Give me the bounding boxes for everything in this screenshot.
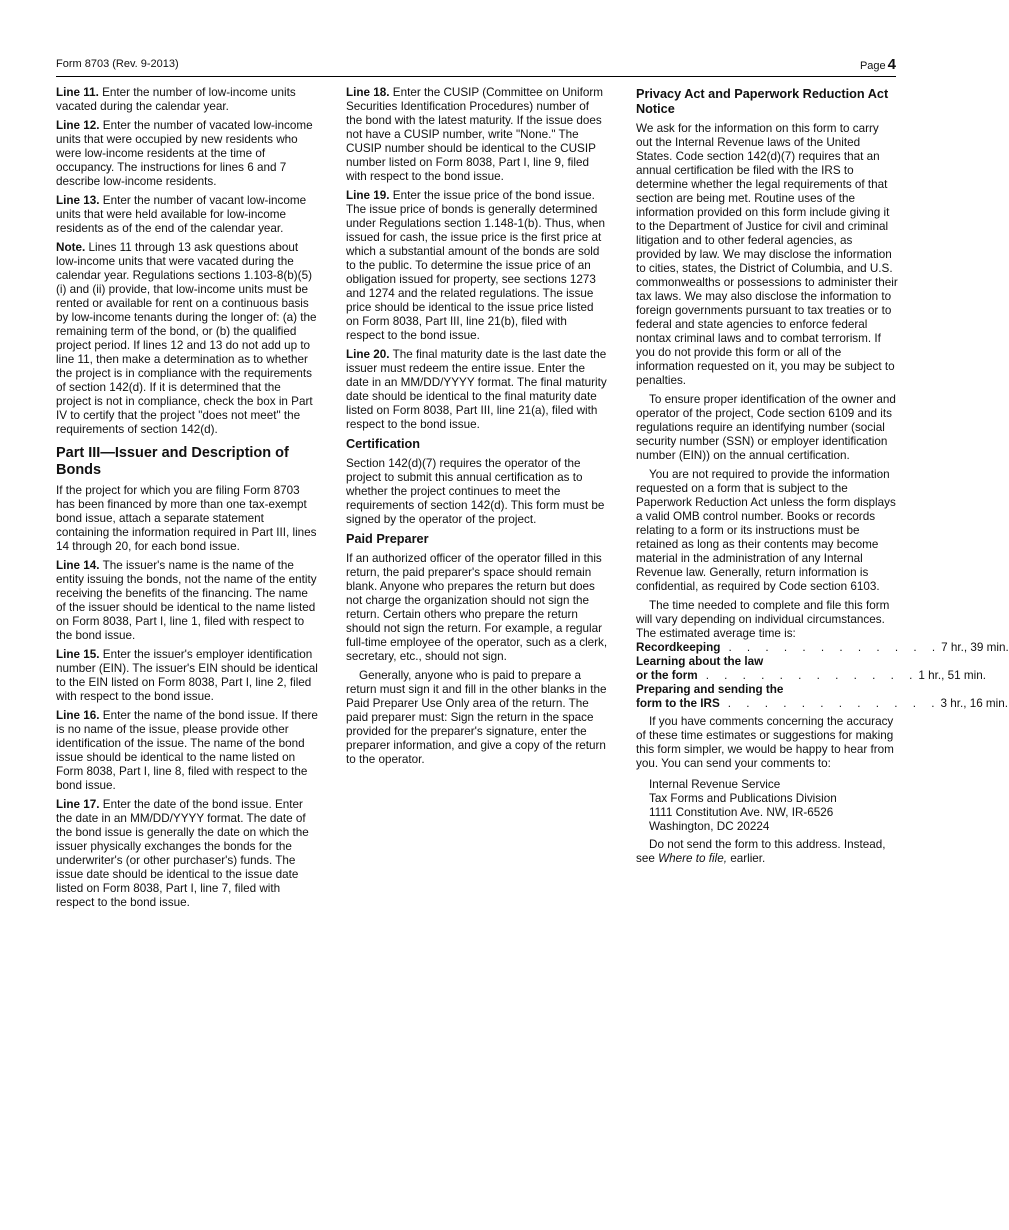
leader-dots: . . . . . . . . . . . . (728, 641, 942, 654)
comments-paragraph: If you have comments concerning the accuracy of these time estimates or suggestions for making this form simpler, we would be happy to hear from you. You can send your comments to: (636, 715, 894, 770)
address-line: Internal Revenue Service (649, 778, 781, 791)
line-18-text: Enter the CUSIP (Committee on Uniform Securities Identification Procedures) number of the bond with the latest maturity. If the issue does not have a CUSIP number, write "None." The CUSIP number should be identical to the CUSIP number listed on Form 8038, Part I, line 9, filed with respect to the bond issue. (346, 86, 604, 183)
line-18-lead: Line 18. (346, 86, 390, 99)
line-12-text: Enter the number of vacated low-income units that were occupied by new residents who were low-income residents at the time of occupancy. The instructions for lines 6 and 7 describe low-income residents. (56, 119, 313, 188)
line-15-text: Enter the issuer's employer identification number (EIN). The issuer's EIN should be identical to the EIN listed on Form 8038, Part I, line 2, filed with respect to the bond issue. (56, 648, 318, 703)
time-preparing-label-line-2: form to the IRS (636, 697, 720, 710)
column-3 (636, 86, 1009, 871)
time-row-preparing (636, 697, 1009, 711)
line-11-text: Enter the number of low-income units vacated during the calendar year. (56, 86, 296, 113)
line-14-text: The issuer's name is the name of the entity issuing the bonds, not the name of the entity receiving the benefits of the financing. The name of the issuer should be identical to the name listed on Form 8038, Part I, line 1, filed with respect to the bond issue. (56, 559, 317, 642)
part-3-intro: If the project for which you are filing Form 8703 has been financed by more than one tax-exempt bond issue, attach a separate statement containing the information required in Part III, lines 14 through 20, for each bond issue. (56, 484, 317, 553)
line-13-instruction (56, 194, 318, 236)
line-16-text: Enter the name of the bond issue. If there is no name of the issue, please provide other identification of the issue. The name of the bond issue should be identical to the name listed on Form 8038, Part I, line 8, filed with respect to the bond issue. (56, 709, 318, 792)
form-identifier: Form 8703 (Rev. 9-2013) (56, 58, 179, 70)
mailing-address (649, 778, 898, 834)
line-16-instruction (56, 709, 318, 793)
privacy-paragraph-1: We ask for the information on this form to carry out the Internal Revenue laws of the United States. Code section 142(d)(7) requires that an annual certification be filed with the IRS to determine whether the legal requirements of that section are being met. Routine uses of the information provided on this form include giving it to the Department of Justice for civil and criminal litigation and to other federal agencies, as provided by law. We may disclose the information to cities, states, the District of Columbia, and U.S. commonwealths or possessions to administer their tax laws. We may also disclose the information to foreign governments pursuant to tax treaties or to federal and state agencies to enforce federal nontax criminal laws and to combat terrorism. If you do not provide this form or all of the information requested on it, you may be subject to penalties. (636, 122, 898, 387)
line-14-lead: Line 14. (56, 559, 100, 572)
time-learning-label-line-1: Learning about the law (636, 655, 764, 668)
line-14-instruction (56, 559, 318, 643)
time-estimate-table (636, 641, 1009, 711)
time-row-recordkeeping (636, 641, 1009, 655)
header-rule (56, 76, 896, 77)
line-20-text: The final maturity date is the last date the issuer must redeem the entire issue. Enter the date in an MM/DD/YYYY format. The final maturity date should be identical to the final maturity date listed on Form 8038, Part III, line 21(a), filed with respect to the bond issue. (346, 348, 607, 431)
page-number: 4 (887, 56, 896, 73)
address-line: 1111 Constitution Ave. NW, IR-6526 (649, 806, 834, 819)
time-recordkeeping-value: 7 hr., 39 min. (941, 641, 1009, 654)
time-recordkeeping-label: Recordkeeping (636, 641, 721, 654)
line-12-instruction (56, 119, 318, 189)
time-preparing-value: 3 hr., 16 min. (940, 697, 1009, 710)
page-indicator (860, 56, 896, 73)
line-17-lead: Line 17. (56, 798, 100, 811)
line-20-instruction (346, 348, 608, 432)
page-label: Page (859, 60, 886, 72)
line-16-lead: Line 16. (56, 709, 100, 722)
line-15-instruction (56, 648, 318, 704)
note-paragraph (56, 241, 318, 437)
paid-preparer-paragraph-2: Generally, anyone who is paid to prepare a return must sign it and fill in the other blanks in the Paid Preparer Use Only area of the return. The paid preparer must: Sign the return in the space provided for the preparer's signature, enter the preparer information, and give a copy of the return to the operator. (346, 669, 607, 766)
line-17-instruction (56, 798, 318, 910)
line-17-text: Enter the date of the bond issue. Enter the date in an MM/DD/YYYY format. The date of the bond issue is generally the date on which the issuer physically exchanges the bonds for the underwriter's (or other purchaser's) funds. The issue date should be identical to the issue date listed on Form 8038, Part I, line 7, filed with respect to the bond issue. (56, 798, 309, 909)
line-13-text: Enter the number of vacant low-income units that were held available for low-income residents as of the end of the calendar year. (56, 194, 307, 235)
do-not-send-prefix: Do not send the form to this address. Instead, see (636, 838, 886, 865)
line-11-lead: Line 11. (56, 86, 99, 99)
certification-text: Section 142(d)(7) requires the operator of the project to submit this annual certification as to whether the project continues to meet the requirements of section 142(d). This form must be signed by the operator of the project. (346, 457, 605, 526)
line-19-text: Enter the issue price of the bond issue. The issue price of bonds is generally determined under Regulations section 1.148-1(b). Thus, when issued for cash, the issue price is the first price at which a substantial amount of the bonds are sold to the public. To determine the issue price of an obligation issued for property, see sections 1273 and 1274 and the related regulations. The issue price should be identical to the issue price listed on Form 8038, Part III, line 21(b), filed with respect to the bond issue. (346, 189, 606, 342)
line-19-lead: Line 19. (346, 189, 390, 202)
privacy-act-heading: Privacy Act and Paperwork Reduction Act Notice (636, 87, 889, 116)
line-11-instruction (56, 86, 318, 114)
time-learning-value: 1 hr., 51 min. (918, 669, 986, 682)
time-row-learning (636, 669, 986, 683)
paid-preparer-paragraph-1: If an authorized officer of the operator filled in this return, the paid preparer's space should remain blank. Anyone who prepares the return but does not charge the organization should not sign the return. Certain others who prepare the return should not sign the return. For example, a regular full-time employee of the operator, such as a clerk, secretary, etc., should not sign. (346, 552, 608, 663)
line-20-lead: Line 20. (346, 348, 390, 361)
line-19-instruction (346, 189, 608, 343)
paid-preparer-heading: Paid Preparer (346, 532, 429, 546)
time-learning-label-line-2: or the form (636, 669, 698, 682)
column-1 (56, 86, 318, 915)
time-preparing-label-line-1: Preparing and sending the (636, 683, 784, 696)
where-to-file-reference: Where to file, (658, 852, 727, 865)
privacy-paragraph-2: To ensure proper identification of the owner and operator of the project, Code section 6109 and its regulations require an identifying number (social security number (SSN) or employer identification number (EIN)) on the annual certification. (636, 393, 896, 462)
line-13-lead: Line 13. (56, 194, 100, 207)
column-2 (346, 86, 608, 772)
privacy-paragraph-4: The time needed to complete and file this form will vary depending on individual circumstances. The estimated average time is: (636, 599, 890, 640)
leader-dots: . . . . . . . . . . . . (727, 697, 941, 710)
privacy-paragraph-3: You are not required to provide the information requested on a form that is subject to the Paperwork Reduction Act unless the form displays a valid OMB control number. Books or records relating to a form or its instructions must be retained as long as their contents may become material in the administration of any Internal Revenue law. Generally, return information is confidential, as required by Code section 6103. (636, 468, 896, 593)
line-15-lead: Line 15. (56, 648, 100, 661)
do-not-send-note (636, 838, 898, 866)
part-3-heading: Part III—Issuer and Description of Bonds (56, 445, 289, 478)
line-12-lead: Line 12. (56, 119, 100, 132)
address-line: Washington, DC 20224 (649, 820, 770, 833)
note-lead: Note. (56, 241, 86, 254)
address-line: Tax Forms and Publications Division (649, 792, 837, 805)
certification-heading: Certification (346, 437, 421, 451)
do-not-send-suffix: earlier. (726, 852, 766, 865)
line-18-instruction (346, 86, 608, 184)
note-text: Lines 11 through 13 ask questions about low-income units that were vacated during the calendar year. Regulations sections 1.103-8(b)(5)(i) and (ii) provide, that low-income units must be rented or available for rent on a continuous basis by low-income tenants during the longer of: (a) the remaining term of the bond, or (b) the qualified project period. If lines 12 and 13 do not add up to line 11, then make a determination as to whether the project is in compliance with the requirements of section 142(d). If it is determined that the project is not in compliance, check the box in Part IV to certify that the project "does not meet" the requirements of section 142(d). (56, 241, 317, 436)
leader-dots: . . . . . . . . . . . . (705, 669, 919, 682)
page-header (56, 56, 896, 76)
